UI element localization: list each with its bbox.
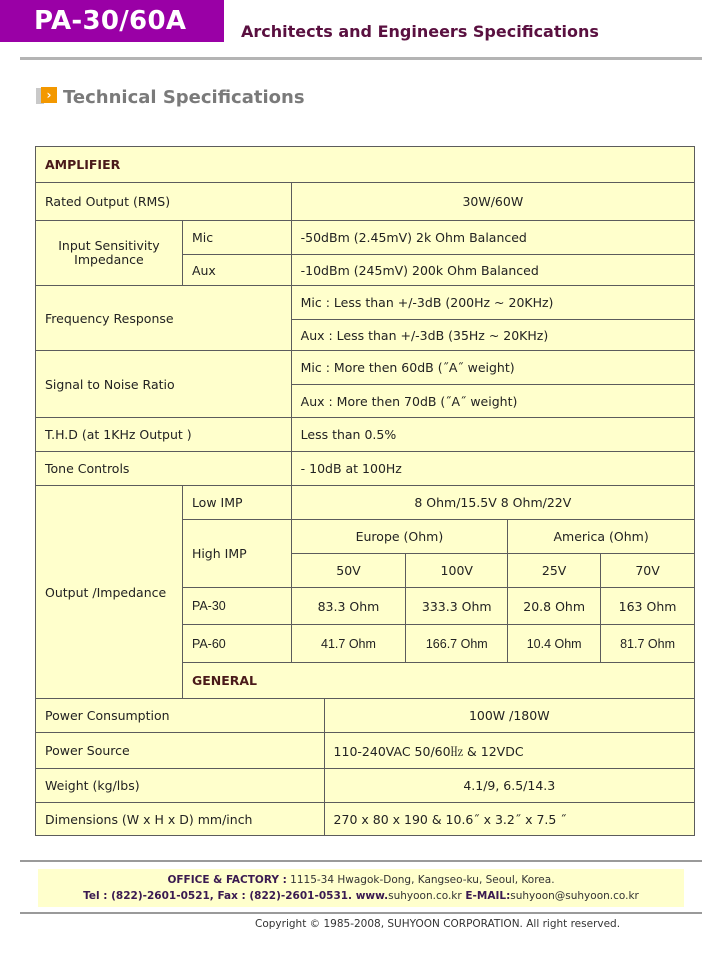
low-imp-value: 8 Ohm/15.5V 8 Ohm/22V xyxy=(291,486,694,520)
chevron-right-icon: › xyxy=(36,87,57,105)
mic-sensitivity-value: -50dBm (2.45mV) 2k Ohm Balanced xyxy=(291,221,694,255)
voltage-70v: 70V xyxy=(601,554,695,588)
table-row xyxy=(36,221,695,255)
amplifier-heading: AMPLIFIER xyxy=(36,147,695,183)
pa30-100v: 333.3 Ohm xyxy=(406,588,508,625)
table-row xyxy=(36,418,695,452)
page-title: Architects and Engineers Specifications xyxy=(241,22,599,41)
website-link[interactable]: suhyoon.co.kr xyxy=(388,890,462,902)
table-row xyxy=(36,147,695,183)
table-row xyxy=(36,733,695,769)
power-consumption-value: 100W /180W xyxy=(324,699,694,733)
footer-divider-bottom xyxy=(20,912,702,914)
table-row xyxy=(36,699,695,733)
footer-contact xyxy=(38,869,684,907)
footer-divider-top xyxy=(20,860,702,862)
table-row xyxy=(36,452,695,486)
output-impedance-label: Output /Impedance xyxy=(36,486,183,699)
rated-output-value: 30W/60W xyxy=(291,183,694,221)
email-label: E-MAIL: xyxy=(461,890,511,902)
dimensions-value: 270 x 80 x 190 & 10.6˝ x 3.2˝ x 7.5 ˝ xyxy=(324,803,694,836)
weight-label: Weight (kg/lbs) xyxy=(36,769,325,803)
voltage-25v: 25V xyxy=(508,554,601,588)
pa60-label: PA-60 xyxy=(182,625,291,663)
pa60-50v: 41.7 Ohm xyxy=(291,625,406,663)
pa30-label: PA-30 xyxy=(182,588,291,625)
office-address: 1115-34 Hwagok-Dong, Kangseo-ku, Seoul, Korea. xyxy=(286,874,555,886)
table-row xyxy=(36,351,695,385)
table-row xyxy=(36,183,695,221)
copyright: Copyright © 1985-2008, SUHYOON CORPORATION. All right reserved. xyxy=(255,918,621,930)
thd-value: Less than 0.5% xyxy=(291,418,694,452)
pa60-25v: 10.4 Ohm xyxy=(508,625,601,663)
tone-controls-value: - 10dB at 100Hz xyxy=(291,452,694,486)
header-divider xyxy=(20,57,702,60)
tel-fax-label: Tel : (822)-2601-0521, Fax : (822)-2601-0531. www. xyxy=(83,890,389,902)
high-imp-label: High IMP xyxy=(182,520,291,588)
power-source-value: 110-240VAC 50/60㎐ & 12VDC xyxy=(324,733,694,769)
rated-output-label: Rated Output (RMS) xyxy=(36,183,292,221)
power-source-label: Power Source xyxy=(36,733,325,769)
pa30-25v: 20.8 Ohm xyxy=(508,588,601,625)
table-row xyxy=(36,769,695,803)
voltage-50v: 50V xyxy=(291,554,406,588)
table-row xyxy=(36,803,695,836)
input-sensitivity-label: Input Sensitivity Impedance xyxy=(36,221,183,286)
pa60-70v: 81.7 Ohm xyxy=(601,625,695,663)
section-title: Technical Specifications xyxy=(63,87,305,108)
aux-label: Aux xyxy=(182,255,291,286)
pa30-50v: 83.3 Ohm xyxy=(291,588,406,625)
footer-office-line xyxy=(38,872,684,888)
pa60-100v: 166.7 Ohm xyxy=(406,625,508,663)
voltage-100v: 100V xyxy=(406,554,508,588)
table-row xyxy=(36,286,695,320)
pa30-70v: 163 Ohm xyxy=(601,588,695,625)
frequency-response-mic: Mic : Less than +/-3dB (200Hz ~ 20KHz) xyxy=(291,286,694,320)
model-badge: PA-30/60A xyxy=(0,0,224,42)
general-heading: GENERAL xyxy=(182,663,694,699)
table-row xyxy=(36,486,695,520)
frequency-response-label: Frequency Response xyxy=(36,286,292,351)
office-label: OFFICE & FACTORY : xyxy=(167,874,287,886)
frequency-response-aux: Aux : Less than +/-3dB (35Hz ~ 20KHz) xyxy=(291,320,694,351)
snr-aux: Aux : More then 70dB (˝A˝ weight) xyxy=(291,385,694,418)
aux-sensitivity-value: -10dBm (245mV) 200k Ohm Balanced xyxy=(291,255,694,286)
america-header: America (Ohm) xyxy=(508,520,695,554)
low-imp-label: Low IMP xyxy=(182,486,291,520)
weight-value: 4.1/9, 6.5/14.3 xyxy=(324,769,694,803)
mic-label: Mic xyxy=(182,221,291,255)
footer-contact-line xyxy=(38,888,684,904)
thd-label: T.H.D (at 1KHz Output ) xyxy=(36,418,292,452)
power-consumption-label: Power Consumption xyxy=(36,699,325,733)
europe-header: Europe (Ohm) xyxy=(291,520,508,554)
email-link[interactable]: suhyoon@suhyoon.co.kr xyxy=(510,890,639,902)
dimensions-label: Dimensions (W x H x D) mm/inch xyxy=(36,803,325,836)
tone-controls-label: Tone Controls xyxy=(36,452,292,486)
snr-mic: Mic : More then 60dB (˝A˝ weight) xyxy=(291,351,694,385)
spec-table xyxy=(35,146,695,836)
snr-label: Signal to Noise Ratio xyxy=(36,351,292,418)
